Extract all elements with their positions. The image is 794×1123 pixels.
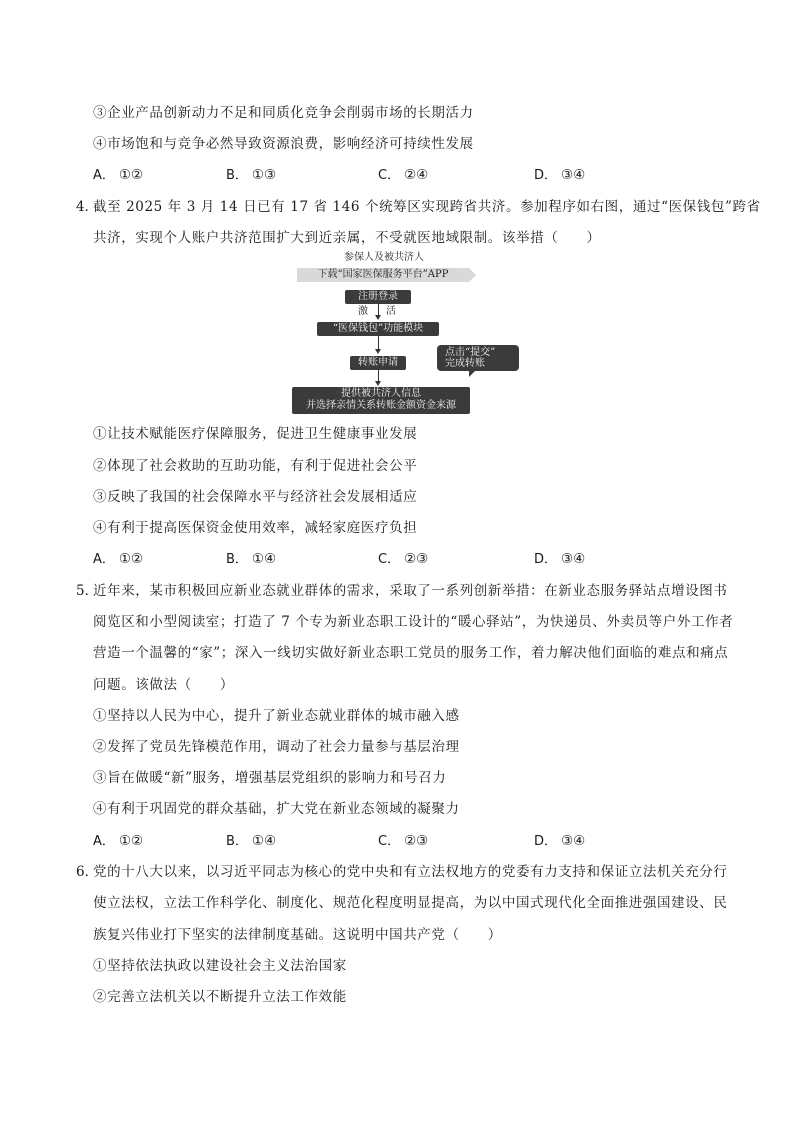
q5-stem-line-1: 近年来，某市积极回应新业态就业群体的需求，采取了一系列创新举措：在新业态服务驿站点增设图书 (93, 583, 728, 599)
q6-stem-line-2: 使立法权，立法工作科学化、制度化、规范化程度明显提高，为以中国式现代化全面推进强国建设、民 (93, 895, 728, 911)
q6-stem-line-3: 族复兴伟业打下坚实的法律制度基础。这说明中国共产党（ ） (93, 927, 502, 943)
flowchart-tip-line-1: 点击“提交” (445, 347, 496, 358)
q3-item-3: ③企业产品创新动力不足和同质化竞争会削弱市场的长期活力 (93, 105, 474, 121)
flowchart-final-line-1: 提供被共济人信息 (341, 388, 421, 399)
q3-option-d[interactable]: D． ③④ (534, 167, 586, 183)
q4-number: 4． (76, 199, 99, 215)
q5-option-d[interactable]: D． ③④ (534, 833, 586, 849)
flowchart-arrow-3 (375, 381, 381, 386)
flowchart-final-line-2: 并选择亲情关系转账金额资金来源 (306, 400, 456, 411)
q6-number: 6． (76, 864, 99, 880)
flowchart-step-transfer: 转账申请 (350, 356, 406, 370)
q5-stem-line-4: 问题。该做法（ ） (93, 677, 234, 693)
q5-stem-line-2: 阅览区和小型阅读室；打造了 7 个专为新业态职工设计的“暖心驿站”，为快递员、外卖员等户外工作者 (93, 614, 734, 630)
q3-item-4: ④市场饱和与竞争必然导致资源浪费，影响经济可持续性发展 (93, 136, 474, 152)
flowchart-step-final (292, 387, 470, 414)
q6-item-1: ①坚持依法执政以建设社会主义法治国家 (93, 958, 347, 974)
q5-option-a[interactable]: A． ①② (93, 833, 144, 849)
q3-option-c[interactable]: C． ②④ (378, 167, 429, 183)
flowchart-tip-line-2: 完成转账 (445, 358, 485, 369)
flowchart-activate-right: 活 (386, 306, 396, 317)
flowchart-banner: 下载“国家医保服务平台”APP (297, 268, 469, 282)
q5-option-c[interactable]: C． ②③ (378, 833, 429, 849)
q4-option-b[interactable]: B． ①④ (226, 551, 277, 567)
q5-item-1: ①坚持以人民为中心，提升了新业态就业群体的城市融入感 (93, 708, 460, 724)
q4-item-3: ③反映了我国的社会保障水平与经济社会发展相适应 (93, 489, 418, 505)
q5-number: 5． (76, 583, 99, 599)
q3-option-b[interactable]: B． ①③ (226, 167, 277, 183)
q4-flowchart (292, 250, 532, 418)
q5-item-4: ④有利于巩固党的群众基础，扩大党在新业态领域的凝聚力 (93, 801, 460, 817)
q5-item-3: ③旨在做暖“新”服务，增强基层党组织的影响力和号召力 (93, 770, 447, 786)
q6-item-2: ②完善立法机关以不断提升立法工作效能 (93, 989, 347, 1005)
q6-stem-line-1: 党的十八大以来，以习近平同志为核心的党中央和有立法权地方的党委有力支持和保证立法机关充分行 (93, 864, 728, 880)
q5-item-2: ②发挥了党员先锋模范作用，调动了社会力量参与基层治理 (93, 739, 460, 755)
q4-item-1: ①让技术赋能医疗保障服务，促进卫生健康事业发展 (93, 426, 418, 442)
flowchart-arrow-2 (375, 349, 381, 354)
q4-option-d[interactable]: D． ③④ (534, 551, 586, 567)
flowchart-arrow-1 (375, 315, 381, 320)
flowchart-tip-bubble (437, 345, 519, 371)
q5-option-b[interactable]: B． ①④ (226, 833, 277, 849)
q4-item-4: ④有利于提高医保资金使用效率，减轻家庭医疗负担 (93, 520, 418, 536)
q4-stem-line-2: 共济，实现个人账户共济范围扩大到近亲属，不受就医地域限制。该举措（ ） (93, 230, 601, 246)
flowchart-top-label: 参保人及被共济人 (344, 252, 424, 263)
q4-stem-line-1: 截至 2025 年 3 月 14 日已有 17 省 146 个统筹区实现跨省共济。参加程序如右图，通过“医保钱包”跨省 (93, 199, 761, 215)
flowchart-step-register: 注册登录 (345, 290, 411, 304)
flowchart-step-wallet-module: “医保钱包”功能模块 (317, 322, 439, 336)
flowchart-connector-2 (378, 336, 379, 350)
flowchart-activate-left: 激 (358, 306, 368, 317)
q3-option-a[interactable]: A． ①② (93, 167, 144, 183)
q4-option-a[interactable]: A． ①② (93, 551, 144, 567)
q5-stem-line-3: 营造一个温馨的“家”；深入一线切实做好新业态职工党员的服务工作，着力解决他们面临的难点和痛点 (93, 645, 729, 661)
q4-option-c[interactable]: C． ②③ (378, 551, 429, 567)
q4-item-2: ②体现了社会救助的互助功能，有利于促进社会公平 (93, 458, 418, 474)
